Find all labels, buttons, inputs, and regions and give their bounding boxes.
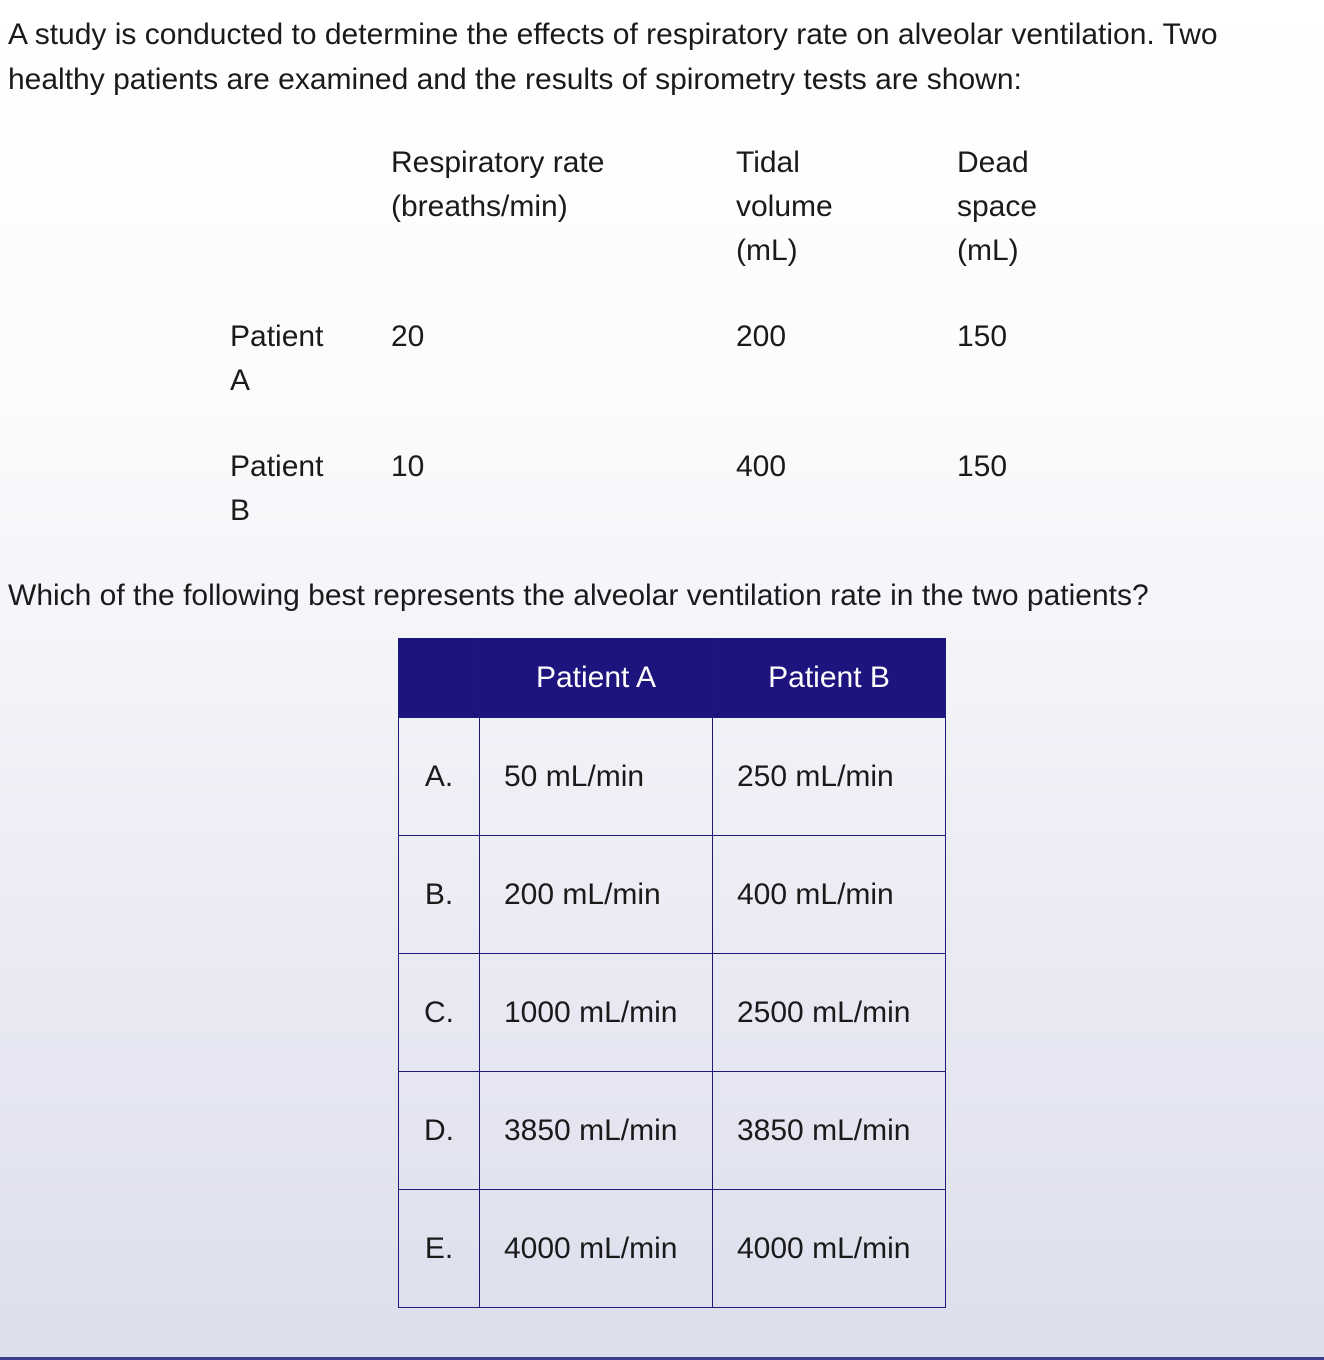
answer-header-blank	[399, 639, 480, 718]
option-letter: B.	[399, 836, 480, 954]
answer-option-b[interactable]	[399, 836, 946, 954]
option-patient-b-value: 2500 mL/min	[713, 954, 946, 1072]
answer-option-d[interactable]	[399, 1072, 946, 1190]
answer-header-patient-b: Patient B	[713, 639, 946, 718]
option-patient-a-value: 4000 mL/min	[480, 1190, 713, 1308]
question-stem: A study is conducted to determine the effects of respiratory rate on alveolar ventilation. Two healthy patients are examined and the results of spirometry tests are shown:	[8, 18, 1218, 96]
patient-a-dead-space: 150	[957, 320, 1008, 353]
option-patient-a-value: 3850 mL/min	[480, 1072, 713, 1190]
option-patient-b-value: 4000 mL/min	[713, 1190, 946, 1308]
patient-b-respiratory-rate: 10	[391, 450, 425, 483]
option-patient-b-value: 400 mL/min	[713, 836, 946, 954]
spirometry-table	[0, 0, 1324, 560]
row-label-patient-b: Patient B	[230, 450, 324, 527]
answer-option-a[interactable]	[399, 718, 946, 836]
option-letter: C.	[399, 954, 480, 1072]
answer-option-c[interactable]	[399, 954, 946, 1072]
option-patient-b-value: 250 mL/min	[713, 718, 946, 836]
header-tidal-volume: Tidal volume (mL)	[736, 146, 833, 267]
answer-option-e[interactable]	[399, 1190, 946, 1308]
answer-header-row	[399, 639, 946, 718]
patient-b-dead-space: 150	[957, 450, 1008, 483]
header-respiratory-rate: Respiratory rate (breaths/min)	[391, 146, 605, 223]
option-patient-a-value: 1000 mL/min	[480, 954, 713, 1072]
patient-a-tidal-volume: 200	[736, 320, 787, 353]
row-label-patient-a: Patient A	[230, 320, 324, 397]
option-patient-a-value: 200 mL/min	[480, 836, 713, 954]
answer-header-patient-a: Patient A	[480, 639, 713, 718]
patient-b-tidal-volume: 400	[736, 450, 787, 483]
question-prompt: Which of the following best represents the alveolar ventilation rate in the two patients?	[8, 579, 1149, 612]
option-letter: D.	[399, 1072, 480, 1190]
option-letter: E.	[399, 1190, 480, 1308]
option-patient-b-value: 3850 mL/min	[713, 1072, 946, 1190]
patient-a-respiratory-rate: 20	[391, 320, 425, 353]
header-dead-space: Dead space (mL)	[957, 146, 1038, 267]
answer-choices-table	[398, 638, 946, 1308]
option-letter: A.	[399, 718, 480, 836]
option-patient-a-value: 50 mL/min	[480, 718, 713, 836]
